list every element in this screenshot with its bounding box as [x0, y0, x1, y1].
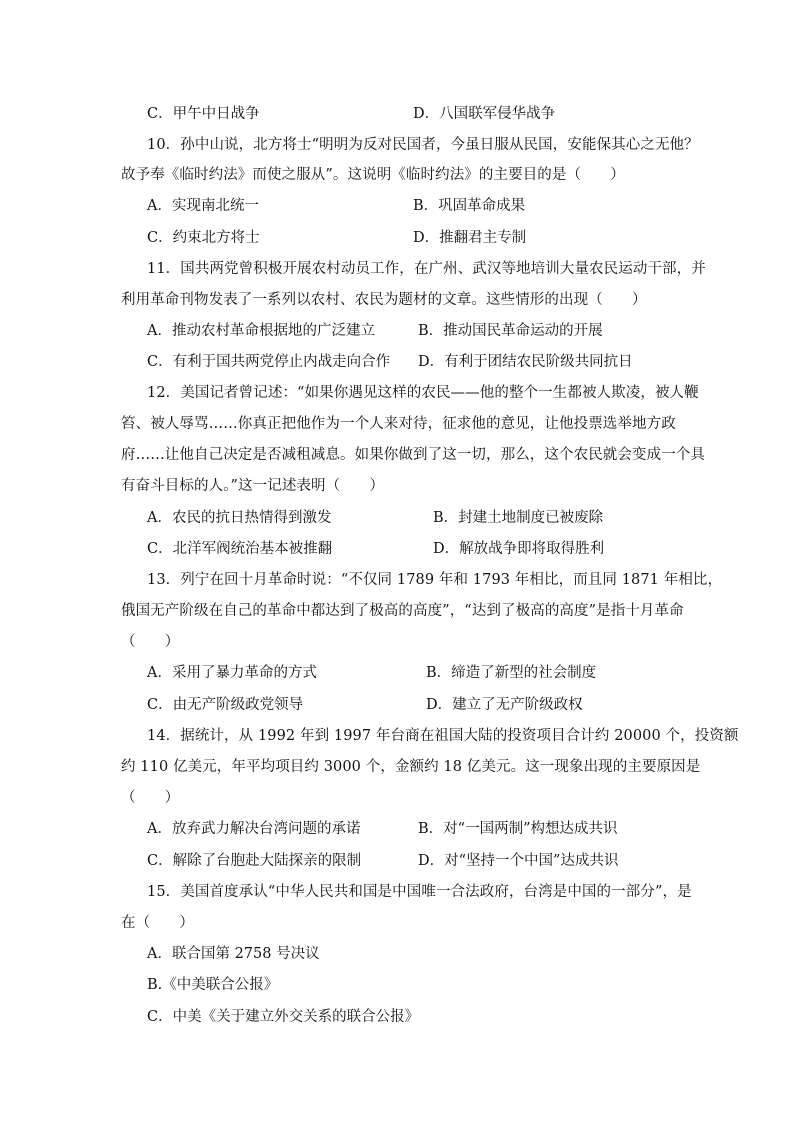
q11-option-c: C．有利于国共两党停止内战走向合作 [147, 354, 391, 370]
q12-stem-line1: 12．美国记者曾记述：“如果你遇见这样的农民——他的整个一生都被人欺凌，被人鞭 [147, 385, 699, 401]
q11-stem-line1: 11．国共两党曾积极开展农村动员工作，在广州、武汉等地培训大量农民运动干部，并 [147, 261, 706, 277]
q13-option-c: C．由无产阶级政党领导 [147, 697, 304, 713]
q10-stem-line2: 故予奉《临时约法》而使之服从”。这说明《临时约法》的主要目的是（ ） [121, 167, 625, 183]
q12-stem-line3: 府……让他自己决定是否减租减息。如果你做到了这一切，那么，这个农民就会变成一个具 [121, 447, 705, 463]
q13-stem-line1: 13．列宁在回十月革命时说：“不仅同 1789 年和 1793 年相比，而且同 1871 年相比， [147, 572, 723, 588]
q13-stem-line2: 俄国无产阶级在自己的革命中都达到了极高的高度”，“达到了极高的高度”是指十月革命 [121, 603, 684, 619]
q10-option-c: C．约束北方将士 [147, 230, 260, 246]
q14-option-c: C．解除了台胞赴大陆探亲的限制 [147, 853, 362, 869]
q12-stem-line4: 有奋斗目标的人。”这一记述表明（ ） [121, 478, 385, 494]
q12-option-c: C．北洋军阀统治基本被推翻 [147, 541, 333, 557]
q14-stem-line3: （ ） [121, 790, 180, 806]
q12-option-b: B．封建土地制度已被废除 [433, 510, 604, 526]
q14-option-a: A．放弃武力解决台湾问题的承诺 [147, 821, 361, 837]
q14-stem-line2: 约 110 亿美元，年平均项目约 3000 个，金额约 18 亿美元。这一现象出现的主要原因是 [121, 759, 701, 775]
q14-option-b: B．对“一国两制”构想达成共识 [418, 821, 618, 837]
q13-option-a: A．采用了暴力革命的方式 [147, 665, 317, 681]
q10-option-d: D．推翻君主专制 [413, 230, 527, 246]
q13-option-b: B．缔造了新型的社会制度 [426, 665, 597, 681]
q15-option-a: A．联合国第 2758 号决议 [147, 946, 320, 962]
q14-stem-line1: 14．据统计，从 1992 年到 1997 年台商在祖国大陆的投资项目合计约 20000 个，投资额 [147, 728, 739, 744]
q12-stem-line2: 笞、被人辱骂……你真正把他作为一个人来对待，征求他的意见，让他投票选举地方政 [121, 416, 676, 432]
q10-option-a: A．实现南北统一 [147, 198, 259, 214]
q15-option-b: B.《中美联合公报》 [147, 977, 279, 993]
q12-option-d: D．解放战争即将取得胜利 [433, 541, 605, 557]
q11-stem-line2: 利用革命刊物发表了一系列以农村、农民为题材的文章。这些情形的出现（ ） [121, 292, 647, 308]
q11-option-a: A．推动农村革命根据地的广泛建立 [147, 323, 375, 339]
q9-option-c: C．甲午中日战争 [147, 106, 260, 122]
q15-option-c: C．中美《关于建立外交关系的联合公报》 [147, 1009, 420, 1025]
q12-option-a: A．农民的抗日热情得到激发 [147, 510, 332, 526]
q10-option-b: B．巩固革命成果 [413, 198, 526, 214]
q11-option-d: D．有利于团结农民阶级共同抗日 [418, 354, 633, 370]
q14-option-d: D．对“坚持一个中国”达成共识 [418, 853, 619, 869]
q15-stem-line1: 15．美国首度承认“中华人民共和国是中国唯一合法政府，台湾是中国的一部分”，是 [147, 884, 692, 900]
q9-option-d: D．八国联军侵华战争 [413, 106, 556, 122]
q11-option-b: B．推动国民革命运动的开展 [418, 323, 603, 339]
q15-stem-line2: 在（ ） [121, 915, 194, 931]
q13-stem-line3: （ ） [121, 634, 180, 650]
q13-option-d: D．建立了无产阶级政权 [426, 697, 583, 713]
q10-stem-line1: 10．孙中山说，北方将士“明明为反对民国者，今虽日服从民国，安能保其心之无他？ [147, 137, 699, 153]
